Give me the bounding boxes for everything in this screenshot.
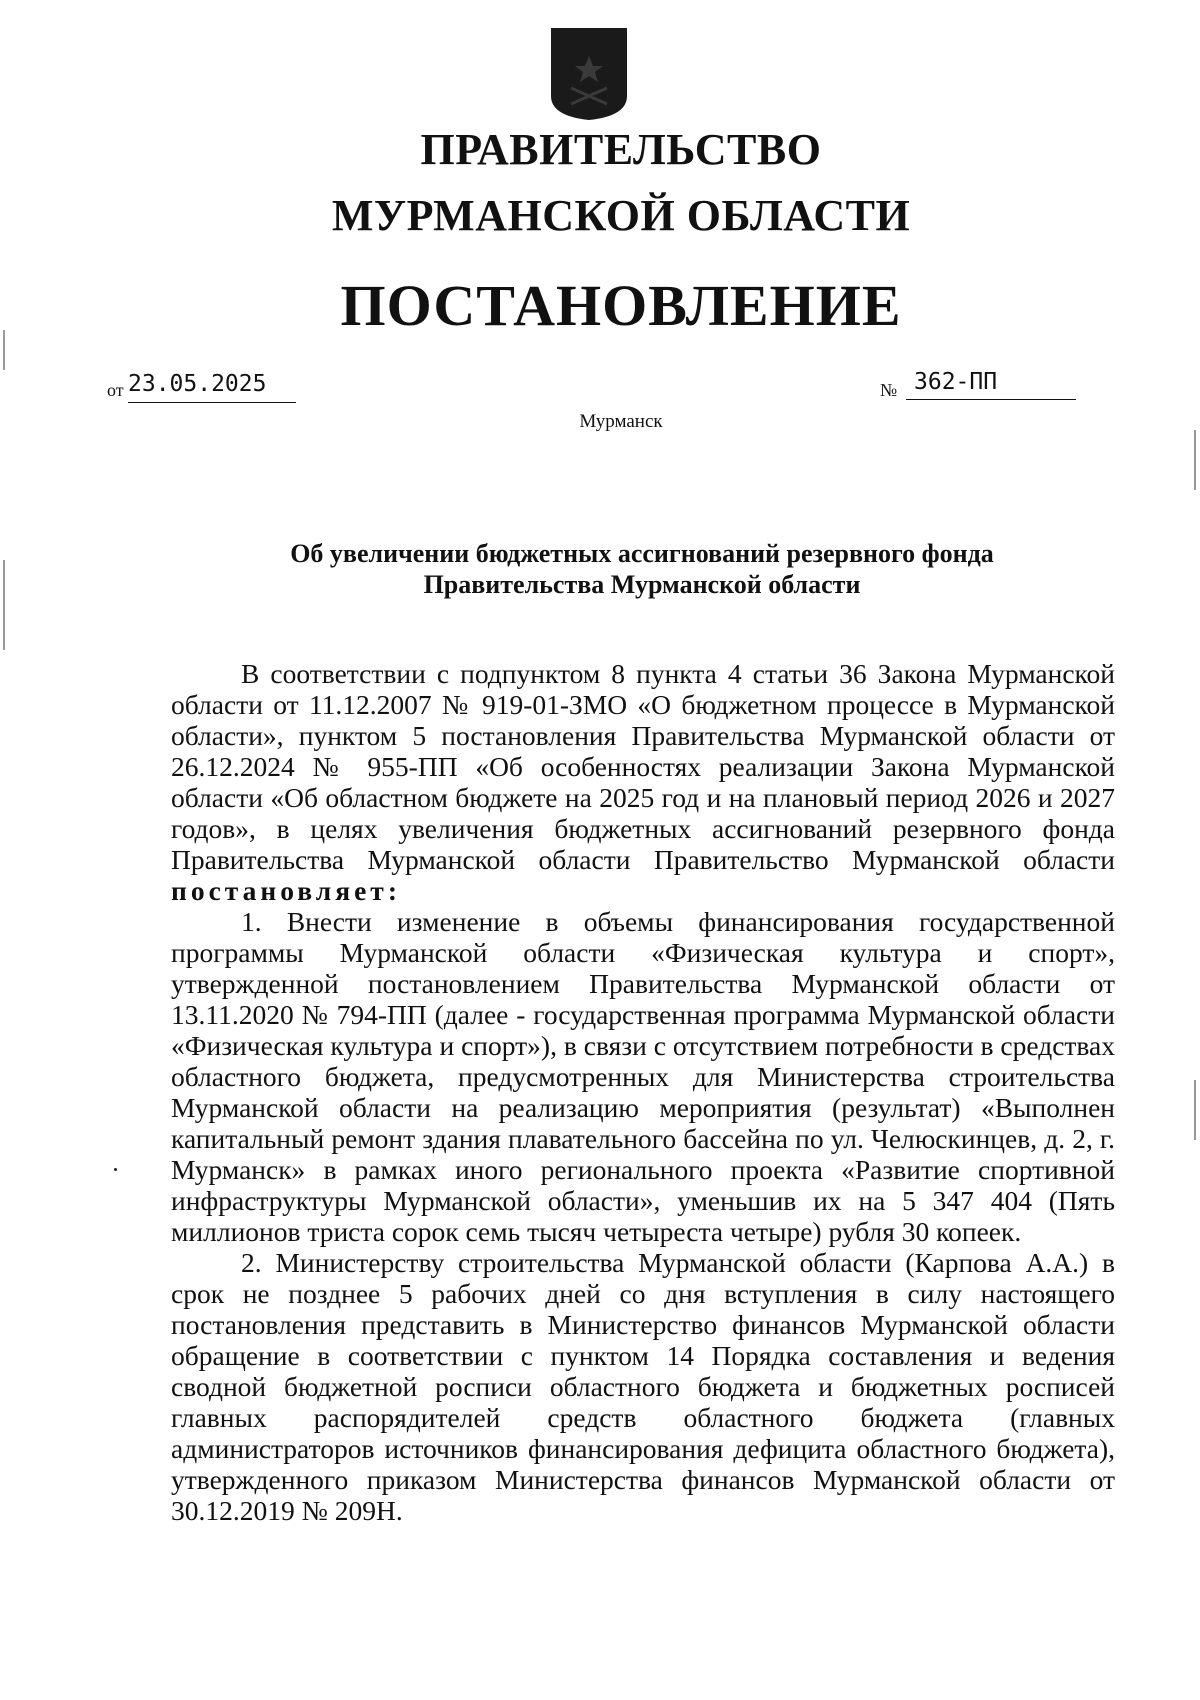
scan-edge-mark	[1194, 1080, 1196, 1140]
document-number: 362-ПП	[906, 366, 1076, 400]
document-title	[170, 538, 1114, 600]
coat-of-arms-emblem	[549, 26, 629, 122]
scan-edge-mark	[3, 330, 5, 370]
scan-edge-mark	[1194, 430, 1196, 490]
city-name: Мурманск	[579, 411, 663, 432]
document-date: 23.05.2025	[128, 368, 296, 403]
date-prefix: от	[107, 380, 124, 400]
number-prefix: №	[880, 380, 898, 400]
item-2-paragraph: 2. Министерству строительства Мурманской области (Карпова А.А.) в срок не позднее 5 рабочих дней со дня вступления в силу настоящего постановления представить в Министерство финансов Мурманской области обращение в соответствии с пунктом 14 Порядка составления и ведения сводной бюджетной росписи областного бюджета и бюджетных росписей главных распорядителей средств областного бюджета (главных администраторов источников финансирования дефицита областного бюджета), утвержденного приказом Министерства финансов Мурманской области от 30.12.2019 № 209Н.	[171, 1247, 1115, 1526]
preamble-text: В соответствии с подпунктом 8 пункта 4 статьи 36 Закона Мурманской области от 11.12.2007 № 919-01-ЗМО «О бюджетном процессе в Мурманской области», пунктом 5 постановления Правительства Мурманской области от 26.12.2024 № 955-ПП «Об особенностях реализации Закона Мурманской области «Об областном бюджете на 2025 год и на плановый период 2026 и 2027 годов», в целях увеличения бюджетных ассигнований резервного фонда Правительства Мурманской области Правительство Мурманской области	[171, 658, 1115, 875]
item-1-paragraph: 1. Внести изменение в объемы финансирования государственной программы Мурманской области «Физическая культура и спорт», утвержденной постановлением Правительства Мурманской области от 13.11.2020 № 794-ПП (далее - государственная программа Мурманской области «Физическая культура и спорт»), в связи с отсутствием потребности в средствах областного бюджета, предусмотренных для Министерства строительства Мурманской области на реализацию мероприятия (результат) «Выполнен капитальный ремонт здания плавательного бассейна по ул. Челюскинцев, д. 2, г. Мурманск» в рамках иного регионального проекта «Развитие спортивной инфраструктуры Мурманской области», уменьшив их на 5 347 404 (Пять миллионов триста сорок семь тысяч четыреста четыре) рубля 30 копеек.	[171, 906, 1115, 1247]
scan-edge-mark	[3, 560, 5, 650]
title-line2: Правительства Мурманской области	[423, 570, 861, 599]
government-name-line1: ПРАВИТЕЛЬСТВО	[420, 125, 822, 174]
document-type: ПОСТАНОВЛЕНИЕ	[340, 273, 902, 338]
scan-speck	[114, 1168, 117, 1171]
document-body	[171, 658, 1115, 1526]
decree-word: постановляет:	[171, 875, 401, 906]
government-name-line2: МУРМАНСКОЙ ОБЛАСТИ	[331, 191, 911, 240]
preamble-paragraph	[171, 658, 1115, 906]
title-line1: Об увеличении бюджетных ассигнований резервного фонда	[290, 539, 994, 568]
